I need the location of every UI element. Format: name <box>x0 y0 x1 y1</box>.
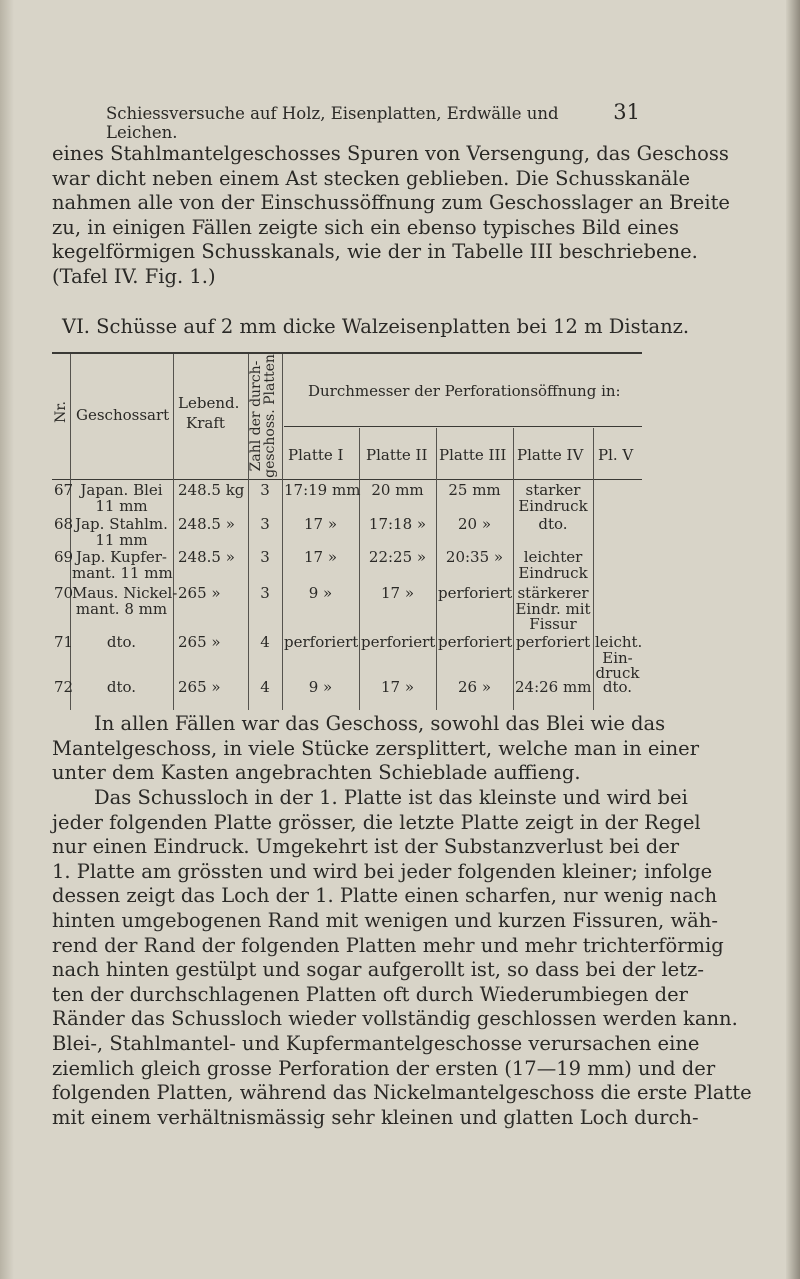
table-cell-nr: 72 <box>54 678 74 696</box>
table-cell-art: dto. <box>106 678 137 696</box>
table-cell-p1: 17 » <box>303 515 338 533</box>
table-cell-kraft: 248.5 » <box>178 515 235 533</box>
table-cell-p2: 17 » <box>380 584 415 602</box>
text-line: war dicht neben einem Ast stecken geblieben. Die Schusskanäle <box>52 166 690 190</box>
table-cell-p1: 9 » <box>308 584 333 602</box>
text-line: hinten umgebogenen Rand mit wenigen und kurzen Fissuren, wäh- <box>52 908 718 932</box>
paragraph-1 <box>52 142 730 290</box>
table-cell-zahl: 3 <box>260 548 270 566</box>
header-kraft-line1: Lebend. <box>178 394 240 412</box>
page-edge-left <box>0 0 14 1279</box>
table-cell-p4: stärkerer <box>517 584 589 602</box>
table-cell-kraft: 248.5 » <box>178 548 235 566</box>
header-zahl-line1: Zahl der durch- <box>248 360 264 472</box>
text-line: Blei-, Stahlmantel- und Kupfermantelgeschosse verursachen eine <box>52 1031 700 1055</box>
running-head-title: Schiessversuche auf Holz, Eisenplatten, Erdwälle und Leichen. <box>106 104 559 142</box>
header-zahl-text <box>249 354 277 478</box>
header-platte-2: Platte II <box>366 446 428 464</box>
text-line: dessen zeigt das Loch der 1. Platte einen scharfen, nur wenig nach <box>52 884 718 908</box>
col-divider <box>436 428 437 710</box>
text-line: kegelförmigen Schusskanals, wie der in Tabelle III beschriebene. <box>52 240 698 264</box>
text-line: Ränder das Schussloch wieder vollständig geschlossen werden kann. <box>52 1007 738 1031</box>
header-platte-5: Pl. V <box>598 446 634 464</box>
table-cell-zahl: 3 <box>260 481 270 499</box>
results-table <box>52 352 642 712</box>
table-cell-zahl: 4 <box>260 678 270 696</box>
table-cell-p4: Eindruck <box>518 496 588 515</box>
table-cell-p4: Eindr. mit <box>515 599 591 618</box>
table-rule-header <box>52 479 642 480</box>
table-cell-art: dto. <box>106 633 137 651</box>
table-cell-p2: 22:25 » <box>368 548 427 566</box>
text-line: zu, in einigen Fällen zeigte sich ein ebenso typisches Bild eines <box>52 215 679 239</box>
table-cell-art: 11 mm <box>95 496 148 515</box>
table-cell-p5: druck <box>595 664 640 682</box>
header-durchmesser: Durchmesser der Perforationsöffnung in: <box>308 382 621 400</box>
col-divider <box>359 428 360 710</box>
table-cell-nr: 69 <box>54 548 74 566</box>
text-line: ziemlich gleich grosse Perforation der ersten (17—19 mm) und der <box>52 1056 716 1080</box>
col-divider <box>173 354 174 710</box>
table-rule-top <box>52 352 642 354</box>
col-divider <box>282 354 283 710</box>
table-cell-zahl: 3 <box>260 515 270 533</box>
text-line: folgenden Platten, während das Nickelmantelgeschoss die erste Platte <box>52 1081 752 1105</box>
text-line: 1. Platte am grössten und wird bei jeder folgenden kleiner; infolge <box>52 859 713 883</box>
table-cell-p4: starker <box>525 481 581 499</box>
header-nr-text: Nr. <box>53 401 69 423</box>
table-cell-p5: Ein- <box>602 648 633 667</box>
header-platte-3: Platte III <box>439 446 507 464</box>
table-cell-art: Japan. Blei <box>80 481 163 499</box>
table-cell-p4: Fissur <box>529 615 577 633</box>
text-line: jeder folgenden Platte grösser, die letzte Platte zeigt in der Regel <box>52 810 701 834</box>
table-cell-p3: 20 » <box>457 515 492 533</box>
table-cell-p1: 9 » <box>308 678 333 696</box>
table-cell-p2: 17 » <box>380 678 415 696</box>
text-line: Mantelgeschoss, in viele Stücke zersplittert, welche man in einer <box>52 736 700 760</box>
table-cell-nr: 67 <box>54 481 74 499</box>
col-divider <box>513 428 514 710</box>
header-geschossart: Geschossart <box>76 406 170 424</box>
header-platte-1: Platte I <box>288 446 344 464</box>
table-cell-art: mant. 8 mm <box>75 599 168 618</box>
table-cell-art: Jap. Kupfer- <box>76 548 167 566</box>
text-line: nahmen alle von der Einschussöffnung zum Geschosslager an Breite <box>52 191 730 215</box>
table-rule-subheader <box>284 426 642 427</box>
table-cell-p3: 25 mm <box>448 481 501 499</box>
table-cell-p2: perforiert <box>361 633 436 651</box>
text-line: ten der durchschlagenen Platten oft durch Wiederumbiegen der <box>52 982 688 1006</box>
table-cell-p3: perforiert <box>438 584 513 602</box>
table-cell-p3: 20:35 » <box>445 548 504 566</box>
table-cell-kraft: 265 » <box>178 633 221 651</box>
paragraph-2 <box>52 712 700 786</box>
col-divider <box>593 428 594 710</box>
table-cell-kraft: 248.5 kg <box>178 481 245 499</box>
text-line: mit einem verhältnismässig sehr kleinen und glatten Loch durch- <box>52 1105 699 1129</box>
text-line: eines Stahlmantelgeschosses Spuren von Versengung, das Geschoss <box>52 142 729 165</box>
text-line: Das Schussloch in der 1. Platte ist das kleinste und wird bei <box>94 786 688 809</box>
text-line: unter dem Kasten angebrachten Schieblade auffieng. <box>52 761 581 785</box>
table-cell-p2: 20 mm <box>371 481 424 499</box>
table-cell-nr: 71 <box>54 633 74 651</box>
paragraph-3 <box>52 786 752 1130</box>
text-line: nur einen Eindruck. Umgekehrt ist der Substanzverlust bei der <box>52 835 680 859</box>
header-zahl-line2: geschoss. Platten <box>262 354 278 478</box>
header-nr <box>52 397 70 427</box>
header-zahl <box>248 356 278 476</box>
text-line: rend der Rand der folgenden Platten mehr und mehr trichterförmig <box>52 933 724 957</box>
text-line: nach hinten gestülpt und sogar aufgerollt ist, so dass bei der letz- <box>52 958 704 982</box>
page-edge-right <box>786 0 800 1279</box>
header-platte-4: Platte IV <box>517 446 584 464</box>
table-cell-art: Jap. Stahlm. <box>75 515 168 533</box>
table-cell-p4: Eindruck <box>518 563 588 582</box>
table-cell-art: Maus. Nickel- <box>72 584 178 602</box>
running-head <box>106 100 640 142</box>
page-number: 31 <box>613 100 640 124</box>
table-cell-p1: 17 » <box>303 548 338 566</box>
table-cell-kraft: 265 » <box>178 678 221 696</box>
header-kraft-line2: Kraft <box>186 414 225 432</box>
table-cell-nr: 68 <box>54 515 74 533</box>
table-cell-art: mant. 11 mm <box>72 563 173 582</box>
table-cell-p3: perforiert <box>438 633 513 651</box>
text-line: In allen Fällen war das Geschoss, sowohl das Blei wie das <box>94 712 666 735</box>
table-cell-p1: 17:19 mm <box>284 481 361 499</box>
table-cell-zahl: 3 <box>260 584 270 602</box>
table-cell-p5: leicht. <box>595 633 643 651</box>
table-cell-p3: 26 » <box>457 678 492 696</box>
text-line: (Tafel IV. Fig. 1.) <box>52 264 216 288</box>
table-cell-kraft: 265 » <box>178 584 221 602</box>
table-cell-art: 11 mm <box>95 530 148 549</box>
table-cell-p2: 17:18 » <box>368 515 427 533</box>
table-cell-nr: 70 <box>54 584 74 602</box>
table-cell-p4: perforiert <box>515 633 591 651</box>
section-title: VI. Schüsse auf 2 mm dicke Walzeisenplatten bei 12 m Distanz. <box>62 315 690 338</box>
table-cell-p5: dto. <box>602 678 633 696</box>
table-cell-p4: 24:26 mm <box>515 678 592 696</box>
table-cell-p4: leichter <box>523 548 583 566</box>
table-cell-p1: perforiert <box>284 633 359 651</box>
table-cell-p4: dto. <box>538 515 568 533</box>
table-cell-zahl: 4 <box>260 633 270 651</box>
